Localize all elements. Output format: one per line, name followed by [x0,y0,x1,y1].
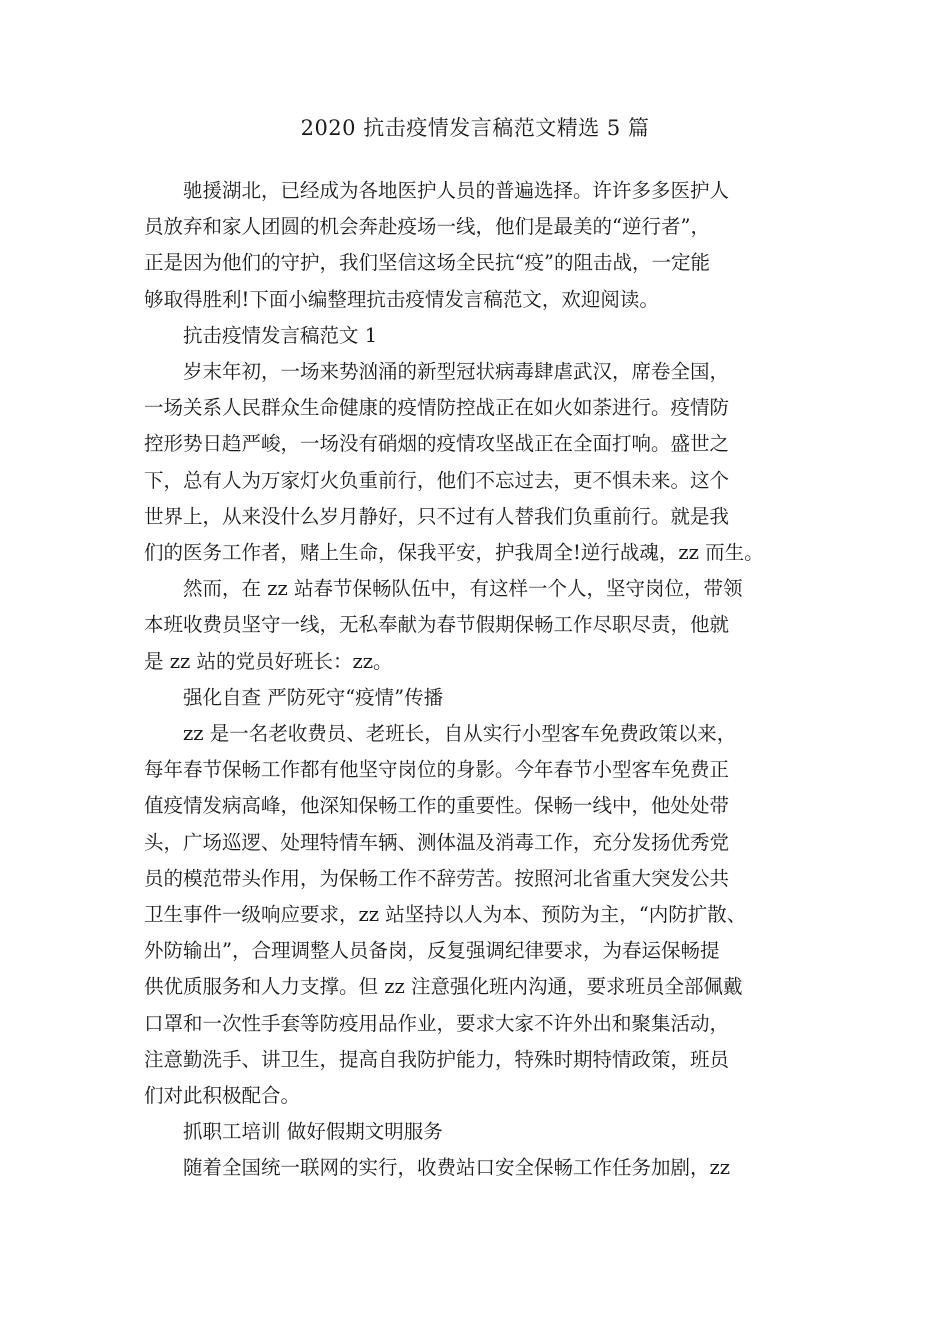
text-line: 驰援湖北，已经成为各地医护人员的普遍选择。许许多多医护人 [183,179,730,202]
text-line: 世界上，从来没什么岁月静好，只不过有人替我们负重前行。就是我 [144,504,730,528]
paragraph [144,680,814,716]
document-title: 2020 抗击疫情发言稿范文精选 5 篇 [300,116,650,140]
text-line: 岁末年初，一场来势汹涌的新型冠状病毒肆虐武汉，席卷全国， [183,360,730,384]
text-line: 然而，在 zz 站春节保畅队伍中，有这样一个人，坚守岗位，带领 [183,577,743,601]
text-line: 抗击疫情发言稿范文 1 [183,323,378,347]
text-line: 员放弃和家人团圆的机会奔赴疫场一线，他们是最美的“逆行者”， [144,215,710,239]
text-line: 卫生事件一级响应要求，zz 站坚持以人为本、预防为主，“内防扩散、 [144,903,747,927]
text-line: 头，广场巡逻、处理特情车辆、测体温及消毒工作，充分发扬优秀党 [144,830,730,854]
text-line: 口罩和一次性手套等防疫用品作业，要求大家不许外出和聚集活动， [144,1011,730,1035]
text-line: 们对此积极配合。 [144,1084,301,1108]
paragraph [144,1150,814,1186]
text-line: 随着全国统一联网的实行，收费站口安全保畅工作任务加剧，zz [183,1156,731,1180]
paragraph [144,1114,814,1150]
paragraph [144,318,814,354]
text-line: 下，总有人为万家灯火负重前行，他们不忘过去，更不惧未来。这个 [144,468,730,492]
text-line: 供优质服务和人力支撑。但 zz 注意强化班内沟通，要求班员全部佩戴 [144,975,743,999]
paragraph [144,571,814,680]
text-line: 每年春节保畅工作都有他坚守岗位的身影。今年春节小型客车免费正 [144,758,730,782]
text-line: 控形势日趋严峻，一场没有硝烟的疫情攻坚战正在全面打响。盛世之 [144,432,730,456]
paragraph [144,354,814,571]
document-body [144,173,814,1187]
text-line: 本班收费员坚守一线，无私奉献为春节假期保畅工作尽职尽责，他就 [144,613,730,637]
paragraph [144,716,814,1114]
text-line: 员的模范带头作用，为保畅工作不辞劳苦。按照河北省重大突发公共 [144,866,730,890]
text-line: 够取得胜利!下面小编整理抗击疫情发言稿范文，欢迎阅读。 [144,287,659,311]
text-line: 们的医务工作者，赌上生命，保我平安，护我周全!逆行战魂，zz 而生。 [144,541,764,565]
text-line: 是 zz 站的党员好班长：zz。 [144,649,393,673]
text-line: 强化自查 严防死守“疫情”传播 [183,685,444,709]
text-line: 值疫情发病高峰，他深知保畅工作的重要性。保畅一线中，他处处带 [144,794,730,818]
text-line: 一场关系人民群众生命健康的疫情防控战正在如火如荼进行。疫情防 [144,396,730,420]
paragraph [144,173,814,318]
text-line: 正是因为他们的守护，我们坚信这场全民抗“疫”的阻击战，一定能 [144,251,710,275]
text-line: 外防输出”，合理调整人员备岗，反复强调纪律要求，为春运保畅提 [144,939,720,963]
text-line: 抓职工培训 做好假期文明服务 [183,1120,443,1144]
text-line: 注意勤洗手、讲卫生，提高自我防护能力，特殊时期特情政策，班员 [144,1047,730,1071]
text-line: zz 是一名老收费员、老班长，自从实行小型客车免费政策以来， [183,722,737,746]
